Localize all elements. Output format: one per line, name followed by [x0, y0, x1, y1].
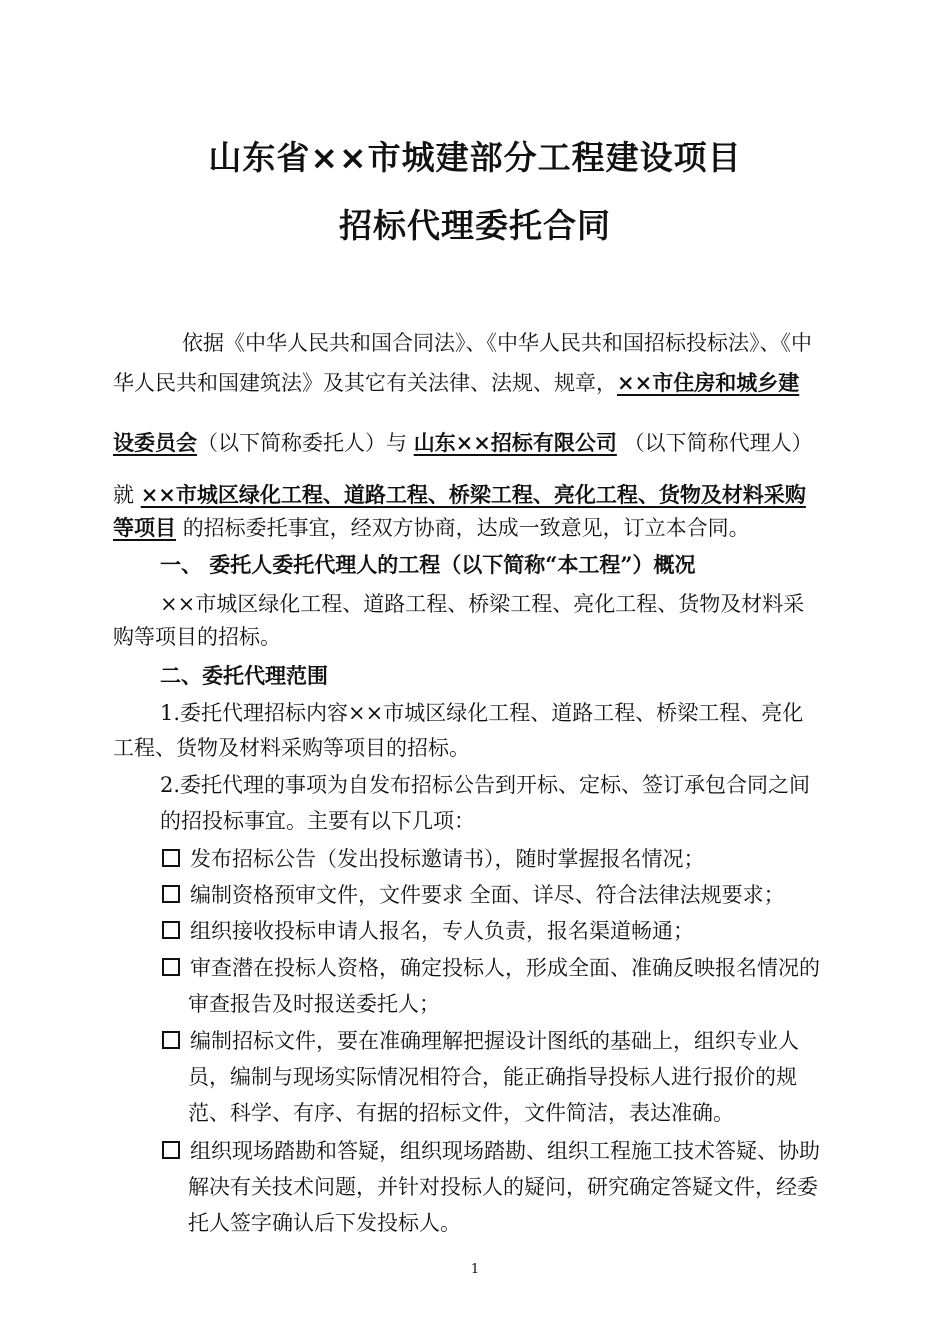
project-name: ××市城区绿化工程、道路工程、桥梁工程、亮化工程、货物及材料采购: [140, 482, 806, 507]
intro-line-4: 就 ××市城区绿化工程、道路工程、桥梁工程、亮化工程、货物及材料采购: [113, 482, 806, 507]
checkbox-icon: [162, 921, 180, 939]
agent-name: 山东××招标有限公司: [413, 430, 617, 455]
client-name: ××市住房和城乡建: [617, 370, 800, 395]
checklist-item-6: 组织现场踏勘和答疑，组织现场踏勘、组织工程施工技术答疑、协助: [162, 1136, 820, 1166]
page-number: 1: [470, 1262, 480, 1277]
section-1-heading: 一、 委托人委托代理人的工程（以下简称“本工程”）概况: [160, 552, 696, 577]
checklist-item-4-line-2: 审查报告及时报送委托人；: [188, 992, 440, 1016]
intro-line-5: 等项目 的招标委托事宜，经双方协商，达成一致意见，订立本合同。: [113, 515, 750, 540]
checklist-item-5-line-2: 员，编制与现场实际情况相符合，能正确指导投标人进行报价的规: [188, 1065, 797, 1089]
intro-line-1: 依据《中华人民共和国合同法》、《中华人民共和国招标投标法》、《中: [182, 331, 812, 355]
checklist-item-6-line-2: 解决有关技术问题，并针对投标人的疑问，研究确定答疑文件，经委: [188, 1175, 818, 1199]
checklist-item-5-line-3: 范、科学、有序、有据的招标文件，文件简洁，表达准确。: [188, 1101, 734, 1125]
checkbox-icon: [162, 958, 180, 976]
scope-item-2-line-1: 2.委托代理的事项为自发布招标公告到开标、定标、签订承包合同之间: [160, 773, 811, 797]
project-name-cont: 等项目: [113, 515, 176, 540]
checklist-item-4: 审查潜在投标人资格，确定投标人，形成全面、准确反映报名情况的: [162, 953, 820, 983]
title-line-2: 招标代理委托合同: [339, 206, 611, 245]
section-1-text-1: ××市城区绿化工程、道路工程、桥梁工程、亮化工程、货物及材料采: [160, 592, 805, 616]
checklist-item-2: 编制资格预审文件，文件要求 全面、详尽、符合法律法规要求；: [162, 880, 785, 910]
checklist-item-6-line-3: 托人签字确认后下发投标人。: [188, 1211, 461, 1235]
checkbox-icon: [162, 885, 180, 903]
checklist-item-3: 组织接收投标申请人报名，专人负责，报名渠道畅通；: [162, 916, 694, 946]
checklist-item-5: 编制招标文件，要在准确理解把握设计图纸的基础上，组织专业人: [162, 1026, 799, 1056]
checkbox-icon: [162, 849, 180, 867]
checklist-item-1: 发布招标公告（发出投标邀请书），随时掌握报名情况；: [162, 844, 705, 874]
scope-item-2-line-2: 的招投标事宜。主要有以下几项：: [160, 809, 475, 833]
checkbox-icon: [162, 1141, 180, 1159]
scope-item-1-line-2: 工程、货物及材料采购等项目的招标。: [113, 736, 470, 760]
scope-item-1-line-1: 1.委托代理招标内容××市城区绿化工程、道路工程、桥梁工程、亮化: [160, 701, 804, 725]
title-line-1: 山东省××市城建部分工程建设项目: [208, 138, 742, 177]
intro-line-2: 华人民共和国建筑法》及其它有关法律、法规、规章，××市住房和城乡建: [113, 370, 800, 395]
checkbox-icon: [162, 1031, 180, 1049]
client-name-cont: 设委员会: [113, 430, 197, 455]
section-1-text-2: 购等项目的招标。: [113, 625, 281, 649]
intro-line-3: 设委员会（以下简称委托人）与 山东××招标有限公司 （以下简称代理人）: [113, 430, 813, 455]
section-2-heading: 二、委托代理范围: [160, 663, 328, 688]
